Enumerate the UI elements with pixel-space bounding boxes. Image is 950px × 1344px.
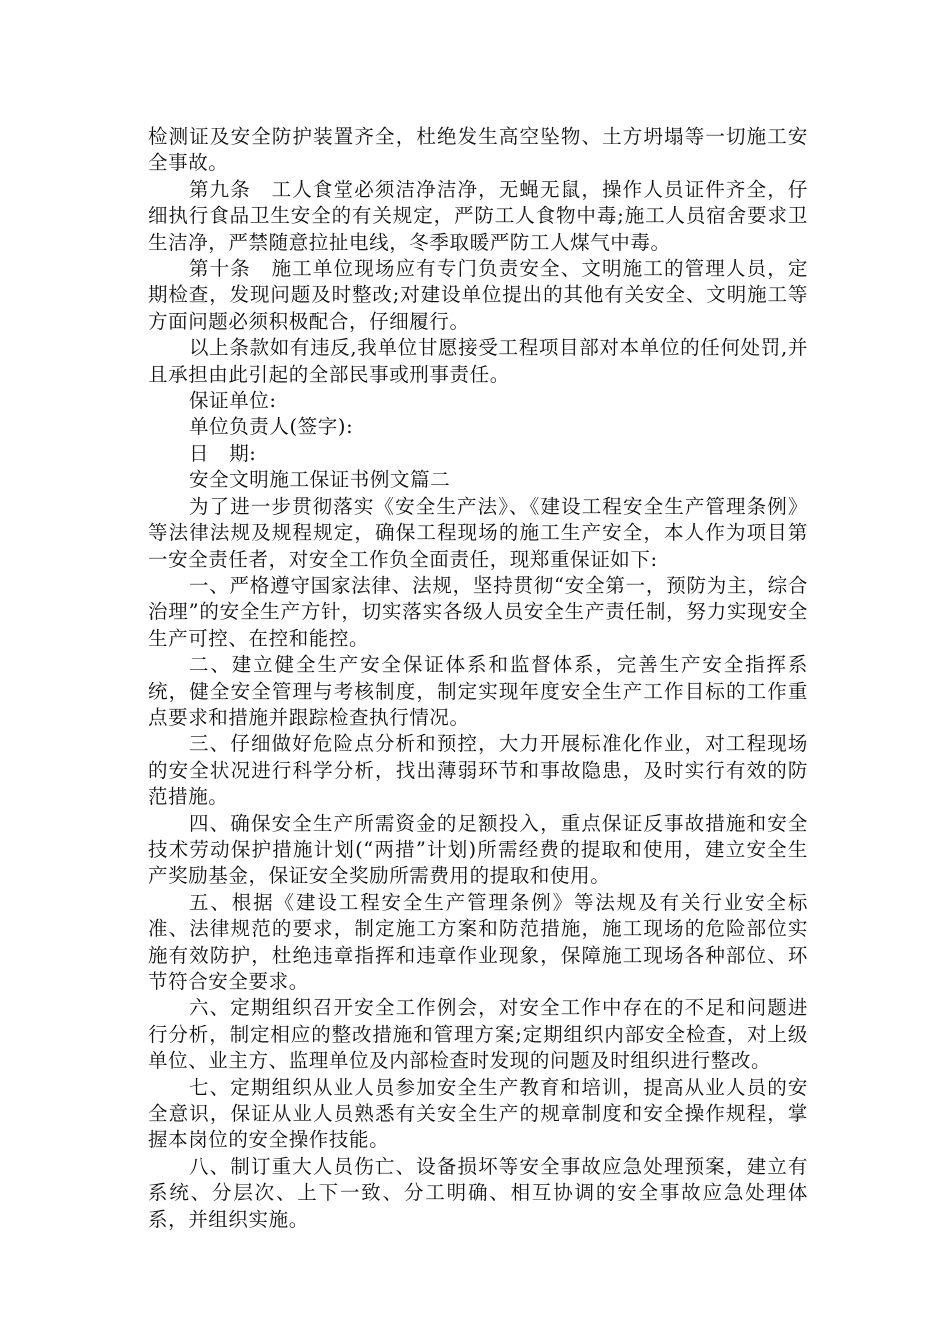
paragraph-item-2: 二、建立健全生产安全保证体系和监督体系，完善生产安全指挥系统，健全安全管理与考核制度，制定实现年度安全生产工作目标的工作重点要求和措施并跟踪检查执行情况。 xyxy=(148,653,808,729)
paragraph-article-9: 第九条 工人食堂必须洁净洁净，无蝇无鼠，操作人员证件齐全，仔细执行食品卫生安全的有关规定，严防工人食物中毒;施工人员宿舍要求卫生洁净，严禁随意拉扯电线，冬季取暖严防工人煤气中毒。 xyxy=(148,177,808,254)
paragraph-item-8: 八、制订重大人员伤亡、设备损坏等安全事故应急处理预案，建立有系统、分层次、上下一致、分工明确、相互协调的安全事故应急处理体系，并组织实施。 xyxy=(148,1154,808,1231)
section-heading: 安全文明施工保证书例文篇二 xyxy=(189,468,451,492)
guarantor-unit-label: 保证单位: xyxy=(189,389,277,413)
responsible-person-label: 单位负责人(签字): xyxy=(189,415,354,439)
paragraph-item-1: 一、严格遵守国家法律、法规，坚持贯彻“安全第一，预防为主，综合治理”的安全生产方针，切实落实各级人员安全生产责任制，努力实现安全生产可控、在控和能控。 xyxy=(148,573,808,650)
paragraph-item-7: 七、定期组织从业人员参加安全生产教育和培训，提高从业人员的安全意识，保证从业人员熟悉有关安全生产的规章制度和安全操作规程，掌握本岗位的安全操作技能。 xyxy=(148,1075,808,1152)
document-body xyxy=(148,124,808,1233)
paragraph: 检测证及安全防护装置齐全，杜绝发生高空坠物、土方坍塌等一切施工安全事故。 xyxy=(148,125,808,175)
paragraph-item-6: 六、定期组织召开安全工作例会，对安全工作中存在的不足和问题进行分析，制定相应的整改措施和管理方案;定期组织内部安全检查，对上级单位、业主方、监理单位及内部检查时发现的问题及时组织进行整改。 xyxy=(148,996,808,1073)
paragraph-item-4: 四、确保安全生产所需资金的足额投入，重点保证反事故措施和安全技术劳动保护措施计划(“两措”计划)所需经费的提取和使用，建立安全生产奖励基金，保证安全奖励所需费用的提取和使用。 xyxy=(148,811,808,888)
paragraph-penalty-clause: 以上条款如有违反,我单位甘愿接受工程项目部对本单位的任何处罚,并且承担由此引起的全部民事或刑事责任。 xyxy=(148,336,808,386)
paragraph-item-3: 三、仔细做好危险点分析和预控，大力开展标准化作业，对工程现场的安全状况进行科学分析，找出薄弱环节和事故隐患，及时实行有效的防范措施。 xyxy=(148,732,808,809)
paragraph-intro: 为了进一步贯彻落实《安全生产法》、《建设工程安全生产管理条例》等法律法规及规程规定，确保工程现场的施工生产安全，本人作为项目第一安全责任者，对安全工作负全面责任，现郑重保证如下: xyxy=(148,494,808,571)
date-label: 日 期: xyxy=(189,441,257,465)
paragraph-item-5: 五、根据《建设工程安全生产管理条例》等法规及有关行业安全标准、法律规范的要求，制定施工方案和防范措施，施工现场的危险部位实施有效防护，杜绝违章指挥和违章作业现象，保障施工现场各种部位、环节符合安全要求。 xyxy=(148,890,808,993)
paragraph-article-10: 第十条 施工单位现场应有专门负责安全、文明施工的管理人员，定期检查，发现问题及时整改;对建设单位提出的其他有关安全、文明施工等方面问题必须积极配合，仔细履行。 xyxy=(148,257,808,333)
